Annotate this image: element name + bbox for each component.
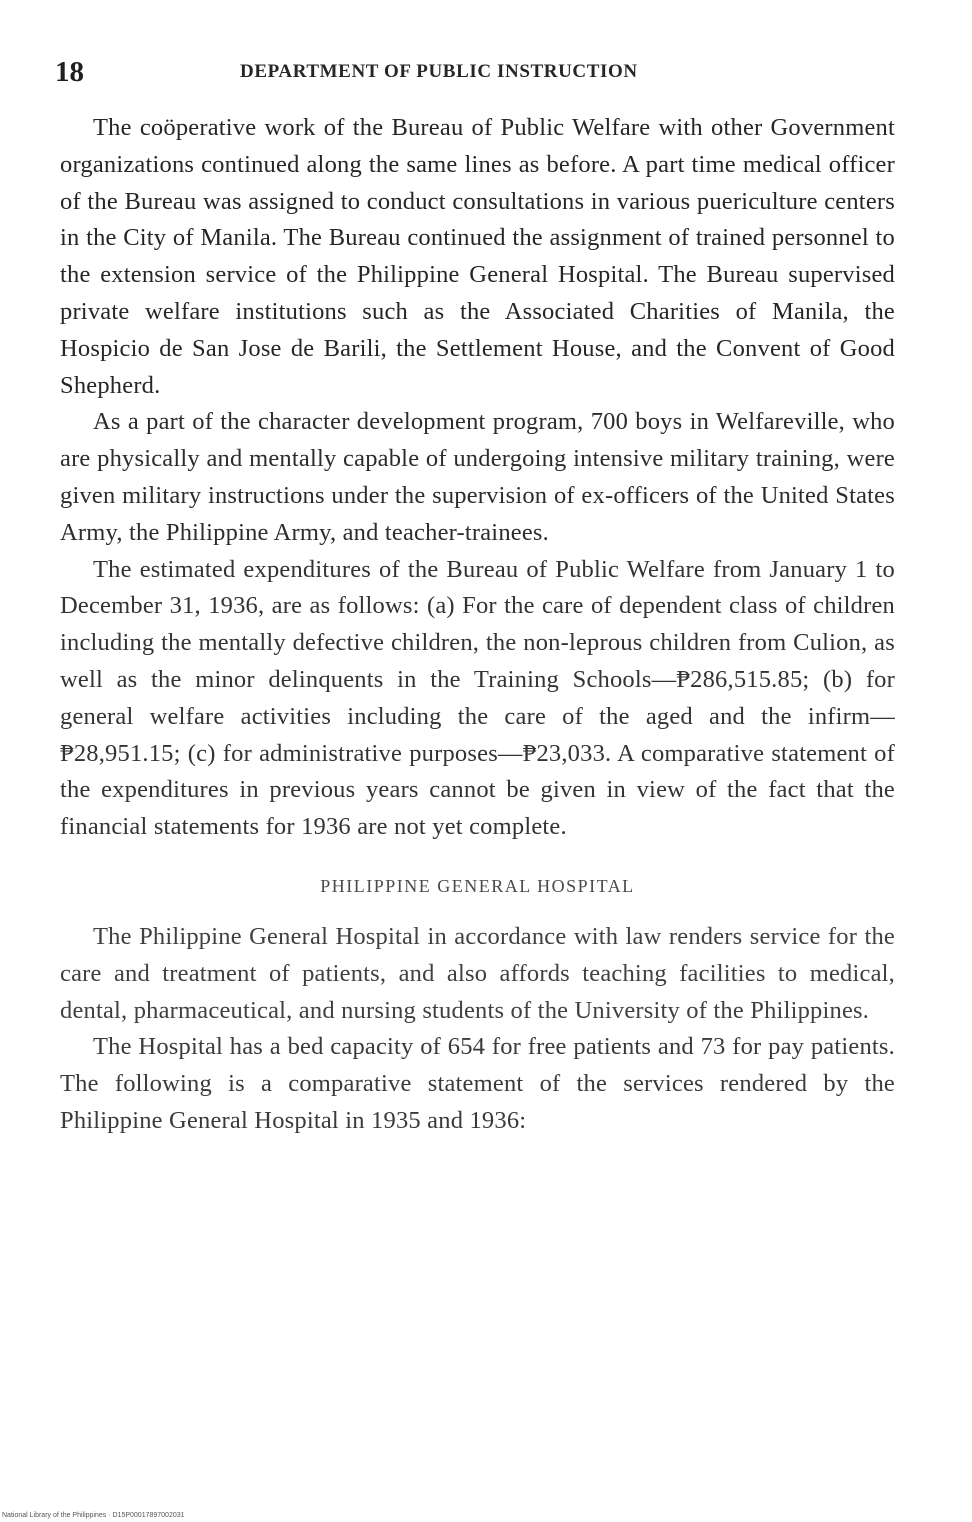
page-header: [55, 56, 895, 96]
paragraph-character-development: As a part of the character development program, 700 boys in Welfareville, who are physically and mentally capable of undergoing intensive military training, were given military instructions under the supervision of ex-officers of the United States Army, the Philippine Army, and teacher-trainees.: [60, 408, 895, 546]
running-head: DEPARTMENT OF PUBLIC INSTRUCTION: [240, 61, 638, 82]
paragraph-cooperative-work: The coöperative work of the Bureau of Public Welfare with other Government organizations continued along the same lines as before. A part time medical officer of the Bureau was assigned to conduct consultations in various puericulture centers in the City of Manila. The Bureau continued the assignment of trained personnel to the extension service of the Philippine General Hospital. The Bureau supervised private welfare institutions such as the Associated Charities of Manila, the Hospicio de San Jose de Barili, the Settlement House, and the Convent of Good Shepherd.: [60, 114, 895, 399]
section-heading: PHILIPPINE GENERAL HOSPITAL: [320, 875, 635, 896]
source-footer-note: National Library of the Philippines · D15P00017897002031: [2, 1512, 185, 1519]
paragraph-bed-capacity: The Hospital has a bed capacity of 654 for free patients and 73 for pay patients. The following is a comparative statement of the services rendered by the Philippine General Hospital in 1935 and 1936:: [60, 1033, 895, 1134]
body-text: [60, 110, 895, 1140]
page-number: 18: [55, 56, 84, 88]
paragraph-estimated-expenditures: The estimated expenditures of the Bureau of Public Welfare from January 1 to December 31, 1936, are as follows: (a) For the care of dependent class of children including the mentally defective children, the non-leprous children from Culion, as well as the minor delinquents in the Training Schools—₱286,515.85; (b) for general welfare activities including the care of the aged and the infirm—₱28,951.15; (c) for administrative purposes—₱23,033. A comparative statement of the expenditures in previous years cannot be given in view of the fact that the financial statements for 1936 are not yet complete.: [60, 555, 895, 841]
paragraph-hospital-service: The Philippine General Hospital in accordance with law renders service for the care and treatment of patients, and also affords teaching facilities to medical, dental, pharmaceutical, and nursing students of the University of the Philippines.: [60, 922, 895, 1024]
